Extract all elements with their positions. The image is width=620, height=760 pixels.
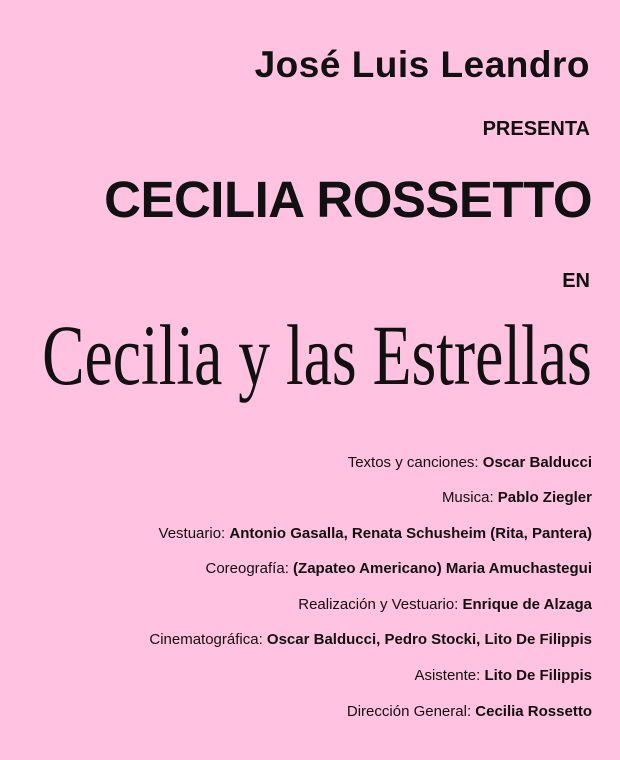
credit-name: Oscar Balducci, Pedro Stocki, Lito De Filippis xyxy=(266,631,592,648)
credit-name: Pablo Ziegler xyxy=(497,489,592,506)
star-name: CECILIA ROSSETTO xyxy=(104,171,592,228)
en-label: EN xyxy=(562,270,590,292)
credit-name: Enrique de Alzaga xyxy=(462,596,592,613)
credit-role: Textos y canciones: xyxy=(347,454,479,471)
credit-line-texts xyxy=(348,454,592,471)
credit-line-cinematografica xyxy=(149,631,592,648)
presenter-name: José Luis Leandro xyxy=(254,44,590,85)
credit-line-direccion xyxy=(347,703,592,720)
credit-role: Cinematográfica: xyxy=(149,631,263,648)
credit-role: Asistente: xyxy=(414,667,481,684)
credit-name: Lito De Filippis xyxy=(484,667,592,684)
credit-role: Coreografía: xyxy=(205,560,289,577)
credit-name: (Zapateo Americano) Maria Amuchastegui xyxy=(293,560,592,577)
credit-name: Cecilia Rossetto xyxy=(475,703,592,720)
credit-role: Vestuario: xyxy=(158,525,226,542)
credit-line-asistente xyxy=(414,667,592,684)
credit-role: Dirección General: xyxy=(346,703,472,720)
credit-name: Antonio Gasalla, Renata Schusheim (Rita, Pantera) xyxy=(229,525,592,542)
credit-line-coreografia xyxy=(205,560,592,577)
presenta-label: PRESENTA xyxy=(482,118,590,140)
credit-role: Realización y Vestuario: xyxy=(298,596,459,613)
credit-line-realizacion xyxy=(298,596,592,613)
show-title: Cecilia y las Estrellas xyxy=(42,307,592,403)
credit-line-musica xyxy=(442,489,592,506)
credit-role: Musica: xyxy=(441,489,494,506)
credit-name: Oscar Balducci xyxy=(482,454,592,471)
credit-line-vestuario xyxy=(159,525,592,542)
